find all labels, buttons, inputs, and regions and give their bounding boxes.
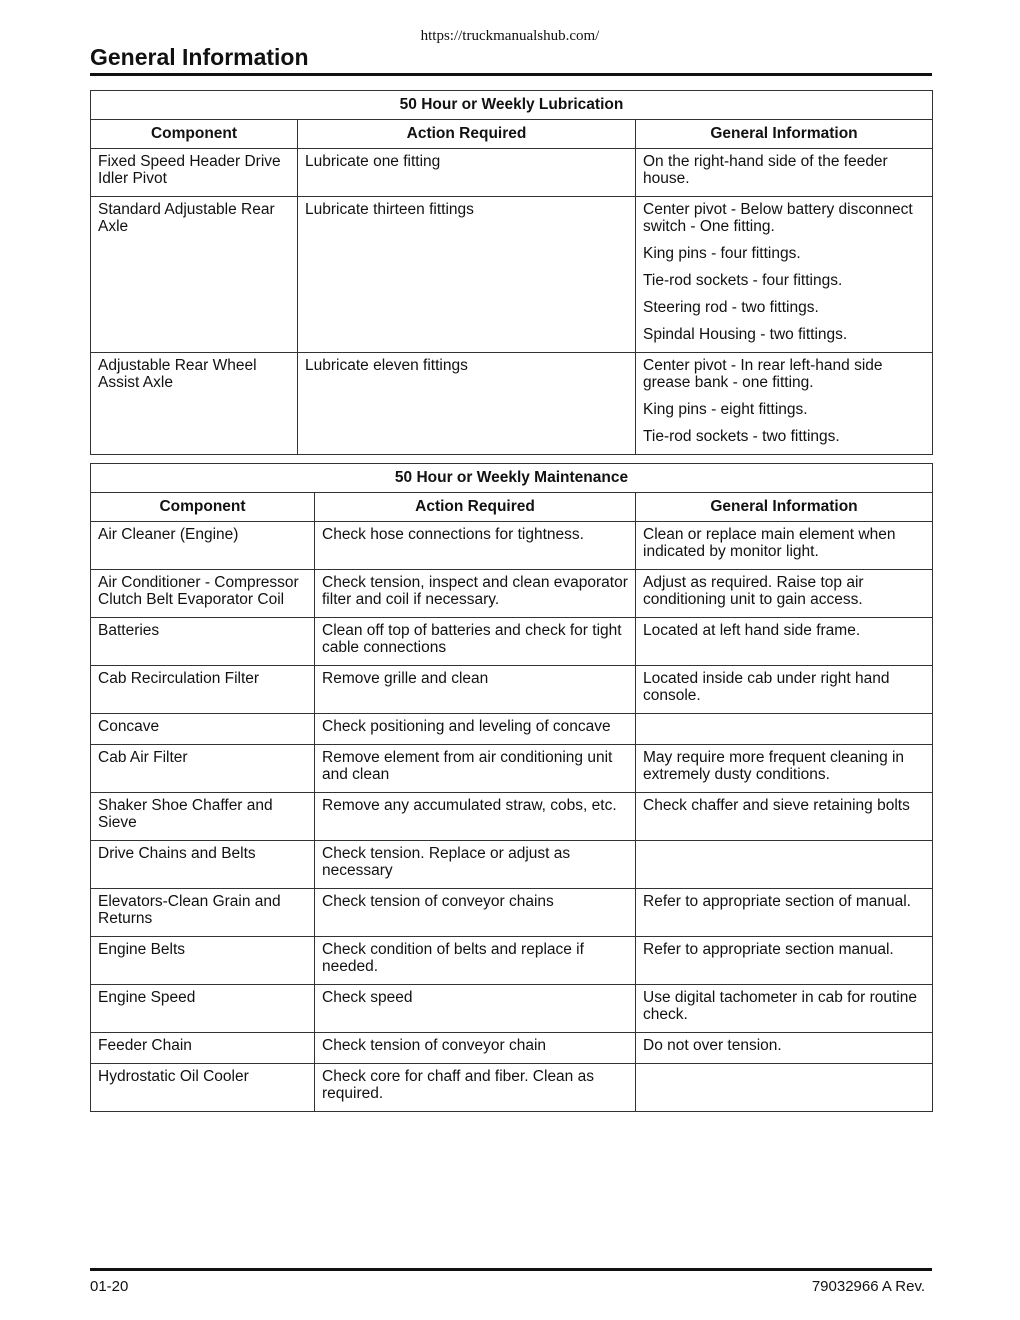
action-cell: Lubricate eleven fittings — [298, 353, 636, 455]
info-cell — [636, 714, 933, 745]
lubrication-table-caption: 50 Hour or Weekly Lubrication — [91, 91, 933, 120]
action-cell: Check tension. Replace or adjust as necessary — [315, 841, 636, 889]
info-line: On the right-hand side of the feeder house. — [643, 153, 888, 187]
component-cell: Shaker Shoe Chaffer and Sieve — [91, 793, 315, 841]
table-row — [91, 666, 933, 714]
info-cell: Clean or replace main element when indicated by monitor light. — [636, 522, 933, 570]
table-row — [91, 570, 933, 618]
component-cell: Feeder Chain — [91, 1033, 315, 1064]
info-line: King pins - eight fittings. — [643, 401, 808, 418]
table-row — [91, 197, 933, 353]
info-cell: Located inside cab under right hand console. — [636, 666, 933, 714]
document-number: 79032966 A Rev. — [811, 1278, 925, 1295]
info-line: Spindal Housing - two fittings. — [643, 326, 848, 343]
action-cell: Remove any accumulated straw, cobs, etc. — [315, 793, 636, 841]
component-cell: Engine Speed — [91, 985, 315, 1033]
column-header-action: Action Required — [315, 493, 636, 522]
info-cell: Do not over tension. — [636, 1033, 933, 1064]
component-cell: Hydrostatic Oil Cooler — [91, 1064, 315, 1112]
info-cell — [636, 841, 933, 889]
component-cell: Concave — [91, 714, 315, 745]
maintenance-table — [90, 463, 933, 1112]
info-line: Center pivot - In rear left-hand side grease bank - one fitting. — [643, 357, 883, 391]
info-cell: Use digital tachometer in cab for routine check. — [636, 985, 933, 1033]
action-cell: Lubricate thirteen fittings — [298, 197, 636, 353]
action-cell: Remove grille and clean — [315, 666, 636, 714]
column-header-info: General Information — [636, 493, 933, 522]
action-cell: Check tension of conveyor chain — [315, 1033, 636, 1064]
info-cell — [636, 197, 933, 353]
info-cell: Located at left hand side frame. — [636, 618, 933, 666]
action-cell: Check positioning and leveling of concave — [315, 714, 636, 745]
component-cell: Adjustable Rear Wheel Assist Axle — [91, 353, 298, 455]
component-cell: Air Conditioner - Compressor Clutch Belt Evaporator Coil — [91, 570, 315, 618]
table-row — [91, 841, 933, 889]
component-cell: Cab Recirculation Filter — [91, 666, 315, 714]
info-cell: Refer to appropriate section manual. — [636, 937, 933, 985]
maintenance-table-caption: 50 Hour or Weekly Maintenance — [91, 464, 933, 493]
table-row — [91, 714, 933, 745]
action-cell: Lubricate one fitting — [298, 149, 636, 197]
info-line: Tie-rod sockets - four fittings. — [643, 272, 843, 289]
info-line: Steering rod - two fittings. — [643, 299, 819, 316]
table-row — [91, 522, 933, 570]
page-title: General Information — [90, 44, 309, 70]
action-cell: Check speed — [315, 985, 636, 1033]
info-line: Center pivot - Below battery disconnect switch - One fitting. — [643, 201, 913, 235]
component-cell: Drive Chains and Belts — [91, 841, 315, 889]
table-row — [91, 618, 933, 666]
table-row — [91, 745, 933, 793]
action-cell: Check tension of conveyor chains — [315, 889, 636, 937]
source-url: https://truckmanualshub.com/ — [420, 28, 600, 44]
component-cell: Fixed Speed Header Drive Idler Pivot — [91, 149, 298, 197]
info-cell: Check chaffer and sieve retaining bolts — [636, 793, 933, 841]
component-cell: Engine Belts — [91, 937, 315, 985]
table-row — [91, 937, 933, 985]
column-header-action: Action Required — [298, 120, 636, 149]
info-cell — [636, 149, 933, 197]
table-row — [91, 1064, 933, 1112]
action-cell: Check hose connections for tightness. — [315, 522, 636, 570]
component-cell: Air Cleaner (Engine) — [91, 522, 315, 570]
table-row — [91, 353, 933, 455]
action-cell: Check condition of belts and replace if needed. — [315, 937, 636, 985]
component-cell: Elevators-Clean Grain and Returns — [91, 889, 315, 937]
info-cell — [636, 1064, 933, 1112]
action-cell: Check tension, inspect and clean evaporator filter and coil if necessary. — [315, 570, 636, 618]
info-cell: May require more frequent cleaning in extremely dusty conditions. — [636, 745, 933, 793]
lubrication-table — [90, 90, 933, 455]
component-cell: Cab Air Filter — [91, 745, 315, 793]
info-cell: Adjust as required. Raise top air conditioning unit to gain access. — [636, 570, 933, 618]
column-header-component: Component — [91, 120, 298, 149]
table-row — [91, 1033, 933, 1064]
column-header-component: Component — [91, 493, 315, 522]
table-row — [91, 149, 933, 197]
action-cell: Remove element from air conditioning unit and clean — [315, 745, 636, 793]
info-line: Tie-rod sockets - two fittings. — [643, 428, 840, 445]
table-row — [91, 985, 933, 1033]
table-row — [91, 793, 933, 841]
action-cell: Check core for chaff and fiber. Clean as required. — [315, 1064, 636, 1112]
info-line: King pins - four fittings. — [643, 245, 801, 262]
column-header-info: General Information — [636, 120, 933, 149]
info-cell — [636, 353, 933, 455]
component-cell: Standard Adjustable Rear Axle — [91, 197, 298, 353]
action-cell: Clean off top of batteries and check for tight cable connections — [315, 618, 636, 666]
component-cell: Batteries — [91, 618, 315, 666]
info-cell: Refer to appropriate section of manual. — [636, 889, 933, 937]
header-rule — [90, 73, 932, 76]
page-number: 01-20 — [90, 1278, 129, 1295]
footer-rule — [90, 1268, 932, 1271]
table-row — [91, 889, 933, 937]
